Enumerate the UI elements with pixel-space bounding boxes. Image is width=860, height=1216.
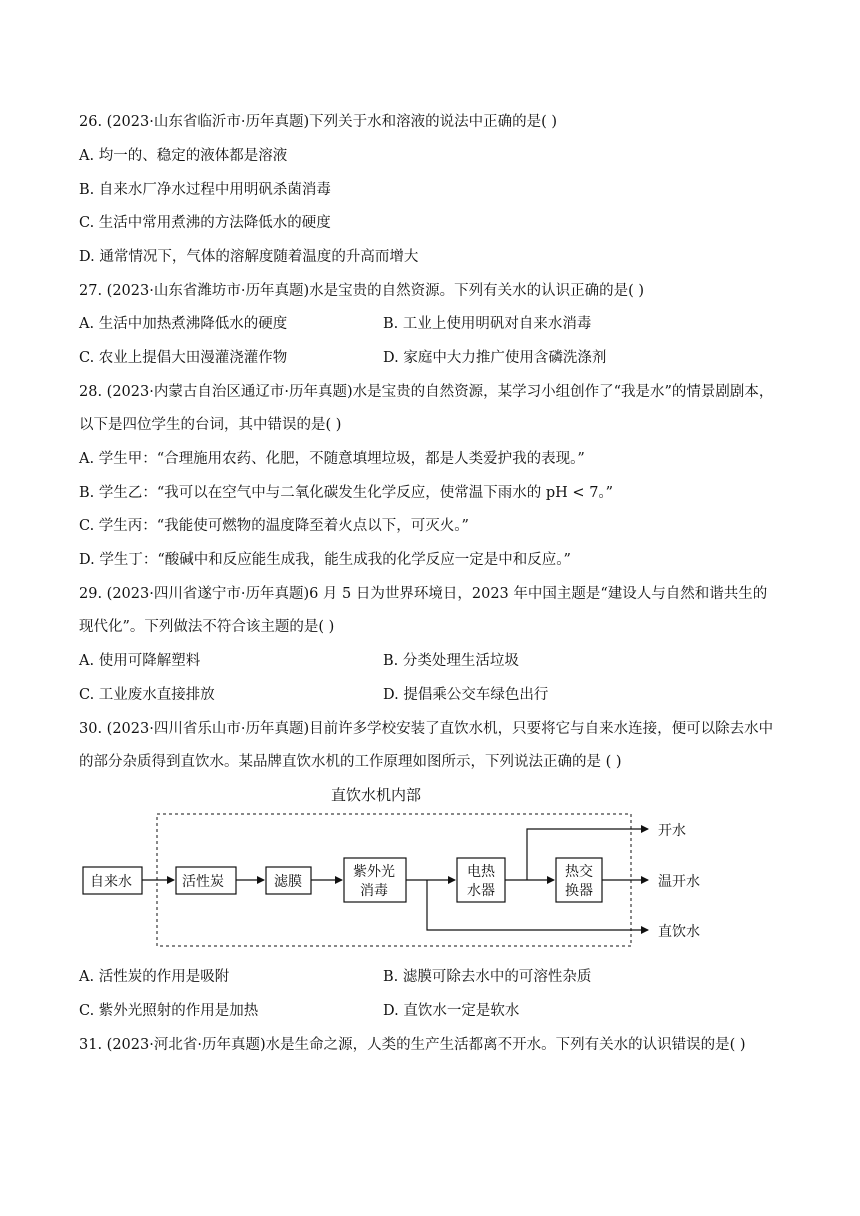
question-30-stem-line-2: 的部分杂质得到直饮水。某品牌直饮水机的工作原理如图所示，下列说法正确的是 ( ) (79, 754, 622, 770)
question-27-option-c: C. 农业上提倡大田漫灌浇灌作物 (79, 350, 288, 366)
question-28-option-b: B. 学生乙：“我可以在空气中与二氧化碳发生化学反应，使常温下雨水的 pH < 7。” (79, 485, 614, 501)
question-29-option-b: B. 分类处理生活垃圾 (383, 653, 519, 669)
question-31-stem: 31. (2023·河北省·历年真题)水是生命之源，人类的生产生活都离不开水。下列有关水的认识错误的是( ) (79, 1037, 746, 1053)
question-29-stem-line-2: 现代化”。下列做法不符合该主题的是( ) (79, 619, 335, 635)
question-30-option-b: B. 滤膜可除去水中的可溶性杂质 (383, 969, 592, 985)
heater-label-line-2: 水器 (467, 883, 495, 899)
uv-label-line-1: 紫外光 (353, 864, 395, 880)
question-26-stem: 26. (2023·山东省临沂市·历年真题)下列关于水和溶液的说法中正确的是( ) (79, 114, 558, 130)
question-28-option-a: A. 学生甲：“合理施用农药、化肥，不随意填埋垃圾，都是人类爱护我的表现。” (79, 451, 585, 467)
question-26-option-b: B. 自来水厂净水过程中用明矾杀菌消毒 (79, 182, 331, 198)
activated-carbon-label: 活性炭 (182, 874, 224, 890)
question-26-option-d: D. 通常情况下，气体的溶解度随着温度的升高而增大 (79, 249, 419, 265)
question-27-option-d: D. 家庭中大力推广使用含磷洗涤剂 (383, 350, 607, 366)
question-30-option-d: D. 直饮水一定是软水 (383, 1003, 520, 1019)
question-30-option-c: C. 紫外光照射的作用是加热 (79, 1003, 259, 1019)
question-30-option-a: A. 活性炭的作用是吸附 (79, 969, 230, 985)
question-28-stem-line-1: 28. (2023·内蒙古自治区通辽市·历年真题)水是宝贵的自然资源，某学习小组创作了“我是水”的情景剧剧本， (79, 384, 774, 400)
question-29-option-c: C. 工业废水直接排放 (79, 687, 215, 703)
question-28-option-c: C. 学生丙：“我能使可燃物的温度降至着火点以下，可灭火。” (79, 518, 469, 534)
question-28-stem-line-2: 以下是四位学生的台词，其中错误的是( ) (79, 417, 342, 433)
diagram-title: 直饮水机内部 (331, 786, 422, 804)
tap-water-label: 自来水 (90, 874, 132, 890)
question-29-option-a: A. 使用可降解塑料 (79, 653, 201, 669)
question-30-stem-line-1: 30. (2023·四川省乐山市·历年真题)目前许多学校安装了直饮水机，只要将它与自来水连接，便可以除去水中 (79, 721, 774, 737)
question-27-option-b: B. 工业上使用明矾对自来水消毒 (383, 316, 592, 332)
boiling-water-label: 开水 (658, 823, 686, 839)
filter-membrane-label: 滤膜 (274, 874, 302, 890)
warm-water-label: 温开水 (658, 874, 700, 890)
heater-label-line-1: 电热 (467, 864, 495, 880)
question-27-stem: 27. (2023·山东省潍坊市·历年真题)水是宝贵的自然资源。下列有关水的认识正确的是( ) (79, 283, 645, 299)
question-26-option-a: A. 均一的、稳定的液体都是溶液 (79, 148, 288, 164)
drinking-water-label: 直饮水 (658, 924, 700, 940)
exchanger-label-line-2: 换器 (565, 883, 593, 899)
water-dispenser-diagram (70, 786, 750, 956)
question-29-stem-line-1: 29. (2023·四川省遂宁市·历年真题)6 月 5 日为世界环境日，2023 年中国主题是“建设人与自然和谐共生的 (79, 586, 768, 602)
uv-label-line-2: 消毒 (360, 883, 388, 899)
question-28-option-d: D. 学生丁：“酸碱中和反应能生成我，能生成我的化学反应一定是中和反应。” (79, 552, 571, 568)
question-29-option-d: D. 提倡乘公交车绿色出行 (383, 687, 549, 703)
exchanger-label-line-1: 热交 (565, 864, 593, 880)
question-26-option-c: C. 生活中常用煮沸的方法降低水的硬度 (79, 215, 331, 231)
question-27-option-a: A. 生活中加热煮沸降低水的硬度 (79, 316, 288, 332)
